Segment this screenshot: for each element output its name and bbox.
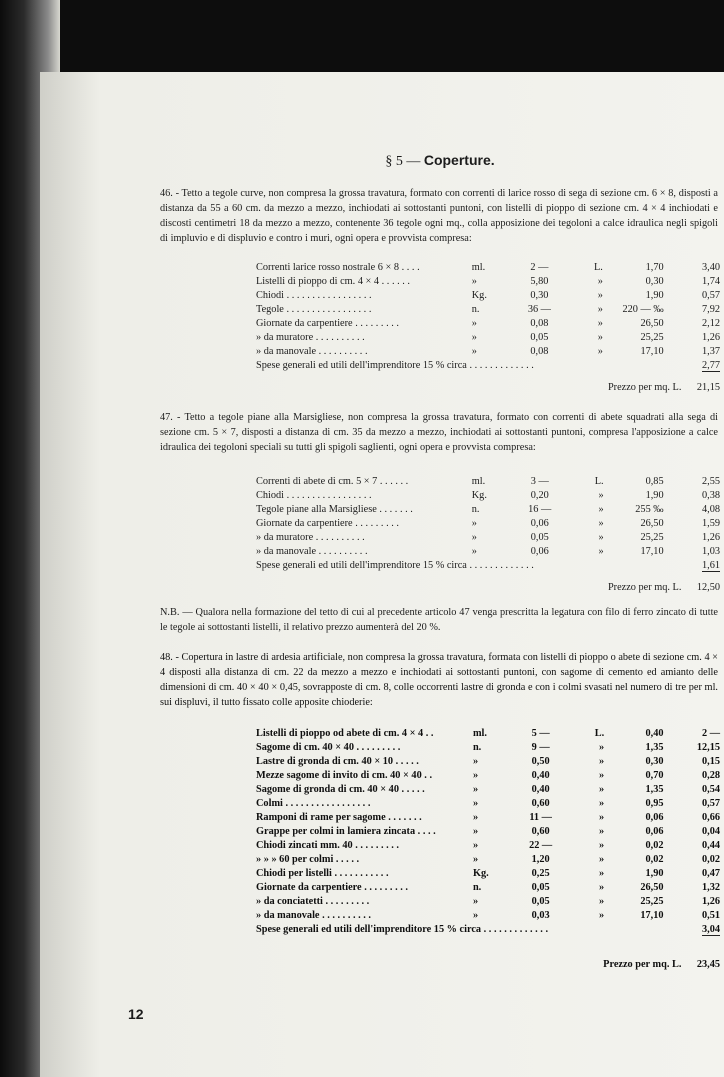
- cell-amt: 2,12: [701, 318, 720, 329]
- spese-label: Spese generali ed utili dell'imprenditore 15 % circa . . . . . . . . . . . . .: [256, 360, 534, 371]
- nota-bene: N.B. — Qualora nella formazione del tetto di cui al precedente articolo 47 venga prescritta la legatura con filo di ferro zincato di tutte le tegole ai sottostanti listelli, il relativo prezzo aumenterà del 20 %.: [160, 607, 718, 633]
- cell-price: 1,90: [645, 490, 664, 501]
- cell-amt: 0,15: [701, 756, 720, 767]
- cell-price: 17,10: [640, 546, 664, 557]
- document-page: [40, 72, 724, 1077]
- cell-amt: 1,26: [701, 332, 720, 343]
- cell-cur: L.: [594, 476, 604, 487]
- cell-unit: »: [471, 276, 477, 287]
- cell-desc: » da muratore . . . . . . . . . .: [256, 532, 365, 543]
- cell-qty: 5,80: [530, 276, 549, 287]
- article-47-total-amount: 12,50: [696, 582, 720, 593]
- cell-cur: »: [599, 826, 605, 837]
- cell-unit: ml.: [471, 476, 486, 487]
- cell-qty: 0,08: [530, 318, 549, 329]
- cell-cur: »: [597, 304, 603, 315]
- cell-unit: »: [472, 798, 479, 809]
- cell-price: 0,95: [645, 798, 664, 809]
- cell-desc: Giornate da carpentiere . . . . . . . . .: [256, 518, 399, 529]
- cell-cur: »: [599, 840, 605, 851]
- cell-unit: »: [472, 756, 479, 767]
- cell-cur: »: [599, 742, 605, 753]
- spese-amount-cell: [664, 923, 720, 937]
- cell-desc: Grappe per colmi in lamiera zincata . . . .: [256, 826, 436, 837]
- article-48-total-label: Prezzo per mq. L.: [603, 959, 682, 970]
- spese-amount-cell: [664, 559, 720, 573]
- cell-cur: »: [598, 518, 604, 529]
- cell-unit: »: [472, 910, 479, 921]
- table-row: [256, 797, 720, 811]
- cell-cur: »: [597, 290, 603, 301]
- cell-amt: 1,74: [701, 276, 720, 287]
- cell-price: 0,30: [645, 276, 664, 287]
- cell-unit: n.: [472, 742, 482, 753]
- table-row: [256, 895, 720, 909]
- cell-unit: Kg.: [471, 490, 487, 501]
- cell-desc: » da muratore . . . . . . . . . .: [256, 332, 365, 343]
- cell-qty: 0,50: [531, 756, 550, 767]
- table-row: [256, 783, 720, 797]
- cell-cur: »: [597, 346, 603, 357]
- cell-unit: »: [472, 784, 479, 795]
- cell-amt: 0,04: [701, 826, 720, 837]
- cell-cur: »: [599, 896, 605, 907]
- cell-qty: 0,40: [531, 770, 550, 781]
- cell-cur: »: [599, 770, 605, 781]
- article-48-total-amount: 23,45: [696, 959, 720, 970]
- cell-price: 26,50: [640, 518, 664, 529]
- cell-amt: 0,28: [701, 770, 720, 781]
- cell-amt: 1,59: [701, 518, 720, 529]
- cell-qty: 0,08: [530, 346, 549, 357]
- section-number: § 5 —: [385, 154, 421, 169]
- cell-qty: 0,05: [530, 532, 549, 543]
- article-48-table: [256, 727, 720, 937]
- cell-amt: 1,26: [701, 896, 720, 907]
- cell-unit: »: [472, 812, 479, 823]
- table-row: [256, 881, 720, 895]
- cell-qty: 0,60: [531, 798, 550, 809]
- article-47-total-label: Prezzo per mq. L.: [607, 582, 682, 593]
- article-48-total: [400, 959, 720, 970]
- cell-price: 0,70: [645, 770, 664, 781]
- cell-cur: »: [598, 490, 604, 501]
- article-47-total: [400, 582, 720, 593]
- cell-cur: »: [599, 910, 605, 921]
- cell-qty: 22 —: [529, 840, 553, 851]
- spese-row: [256, 359, 720, 373]
- cell-price: 1,70: [645, 262, 664, 273]
- cell-unit: »: [472, 840, 479, 851]
- cell-unit: ml.: [472, 728, 487, 739]
- cell-cur: »: [598, 504, 604, 515]
- cell-amt: 0,51: [701, 910, 720, 921]
- article-46-total-label: Prezzo per mq. L.: [607, 382, 682, 393]
- cell-qty: 3 —: [530, 476, 549, 487]
- cell-amt: 1,26: [701, 532, 720, 543]
- section-title: Coperture.: [423, 152, 495, 168]
- cell-price: 26,50: [640, 318, 664, 329]
- cell-unit: Kg.: [471, 290, 487, 301]
- article-46-total-amount: 21,15: [696, 382, 720, 393]
- cell-amt: 0,44: [701, 840, 720, 851]
- article-46-table: [256, 261, 720, 373]
- cell-price: 1,90: [645, 290, 664, 301]
- cell-desc: Lastre di gronda di cm. 40 × 10 . . . . .: [256, 756, 419, 767]
- cell-desc: Chiodi per listelli . . . . . . . . . . .: [256, 868, 389, 879]
- cell-qty: 0,06: [530, 546, 549, 557]
- cell-amt: 2,55: [701, 476, 720, 487]
- table-row: [256, 811, 720, 825]
- spese-row: [256, 923, 720, 937]
- spese-amount-cell: [664, 359, 720, 373]
- cell-amt: 1,03: [701, 546, 720, 557]
- table-row: [256, 755, 720, 769]
- cell-cur: »: [597, 318, 603, 329]
- cell-qty: 0,03: [531, 910, 550, 921]
- cell-desc: Correnti larice rosso nostrale 6 × 8 . . . .: [256, 262, 420, 273]
- cell-qty: 0,30: [530, 290, 549, 301]
- cell-price: 17,10: [640, 346, 664, 357]
- cell-desc: Giornate da carpentiere . . . . . . . . .: [256, 318, 399, 329]
- cell-amt: 3,40: [701, 262, 720, 273]
- table-row: [256, 303, 720, 317]
- cell-desc: Sagome di gronda di cm. 40 × 40 . . . . .: [256, 784, 425, 795]
- cell-amt: 0,57: [701, 290, 720, 301]
- cell-unit: »: [472, 896, 479, 907]
- cell-desc: » da manovale . . . . . . . . . .: [256, 910, 371, 921]
- cell-price: 255 ‰: [635, 504, 664, 515]
- cell-unit: »: [471, 346, 477, 357]
- cell-qty: 11 —: [529, 812, 552, 823]
- cell-qty: 5 —: [531, 728, 550, 739]
- cell-qty: 0,25: [531, 868, 550, 879]
- cell-amt: 0,38: [701, 490, 720, 501]
- table-row: [256, 345, 720, 359]
- cell-desc: Tegole . . . . . . . . . . . . . . . . .: [256, 304, 372, 315]
- cell-unit: ml.: [471, 262, 486, 273]
- spese-label: Spese generali ed utili dell'imprenditore 15 % circa . . . . . . . . . . . . .: [256, 924, 549, 935]
- scan-shadow-top: [0, 0, 724, 80]
- cell-cur: »: [599, 882, 605, 893]
- table-row: [256, 331, 720, 345]
- cell-qty: 16 —: [528, 504, 552, 515]
- cell-price: 0,02: [645, 854, 664, 865]
- cell-amt: 12,15: [696, 742, 720, 753]
- cell-unit: »: [472, 770, 479, 781]
- cell-cur: »: [599, 784, 605, 795]
- cell-price: 0,30: [645, 756, 664, 767]
- table-row: [256, 839, 720, 853]
- cell-desc: Chiodi . . . . . . . . . . . . . . . . .: [256, 290, 372, 301]
- cell-qty: 1,20: [531, 854, 550, 865]
- cell-price: 1,35: [645, 742, 664, 753]
- cell-cur: »: [597, 276, 603, 287]
- table-row: [256, 867, 720, 881]
- cell-price: 25,25: [640, 896, 664, 907]
- cell-desc: Mezze sagome di invito di cm. 40 × 40 . .: [256, 770, 433, 781]
- table-row: [256, 853, 720, 867]
- cell-amt: 1,32: [701, 882, 720, 893]
- cell-unit: n.: [471, 504, 480, 515]
- section-heading: [160, 152, 720, 170]
- table-row: [256, 517, 720, 531]
- cell-price: 1,90: [645, 868, 664, 879]
- cell-desc: » da conciatetti . . . . . . . . .: [256, 896, 370, 907]
- article-47-text: 47. - Tetto a tegole piane alla Marsigliese, non compresa la grossa travatura, formato con correnti di abete squadrati alla sega di sezione cm. 5 × 7, disposti a distanza di cm. 35 da mezzo a mezzo, inchiodati ai sottostanti puntoni, compresa l'apposizione a calce idraulica dei tegoloni speciali su tutti gli spigoli saglienti, ogni opera e provvista compresa:: [160, 412, 718, 453]
- cell-price: 17,10: [640, 910, 664, 921]
- table-row: [256, 475, 720, 489]
- spese-label: Spese generali ed utili dell'imprenditore 15 % circa . . . . . . . . . . . . .: [256, 560, 534, 571]
- article-47-table: [256, 475, 720, 573]
- cell-price: 0,85: [645, 476, 664, 487]
- cell-price: 220 — ‰: [622, 304, 664, 315]
- cell-desc: Colmi . . . . . . . . . . . . . . . . .: [256, 798, 371, 809]
- cell-unit: »: [471, 318, 477, 329]
- cell-unit: n.: [472, 882, 482, 893]
- article-48-text: 48. - Copertura in lastre di ardesia artificiale, non compresa la grossa travatura, formata con listelli di pioppo o abete di sezione cm. 4 × 4 disposti alla distanza di cm. 22 da mezzo a mezzo e inchiodati ai sottostanti puntoni, con sagome di cemento ed amianto delle dimensioni di cm. 40 × 40 × 0,45, sovrapposte di cm. 8, colle occorrenti lastre di gronda e con i colmi svasati nel numero di tre per ml. sui displuvi, il tutto fissato colle apposite chioderie:: [160, 652, 718, 708]
- table-row: [256, 909, 720, 923]
- cell-cur: »: [597, 332, 603, 343]
- cell-desc: Tegole piane alla Marsigliese . . . . . . .: [256, 504, 413, 515]
- cell-qty: 0,40: [531, 784, 550, 795]
- spese-amount: 2,77: [701, 360, 720, 371]
- article-46-text: 46. - Tetto a tegole curve, non compresa la grossa travatura, formato con correnti di larice rosso di sega di sezione cm. 6 × 8, disposti a distanza da 55 a 60 cm. da mezzo a mezzo, inchiodati ai sottostanti puntoni, con listelli di pioppo di sezione cm. 4 × 4 inchiodati e discosti centimetri 18 da mezzo a mezzo, contenente 36 tegole ogni mq., colla apposizione dei tegoloni a calce idraulica negli spigoli di impluvio e di displuvio e contro i muri, ogni opera e provvista compresa:: [160, 188, 718, 244]
- table-row: [256, 741, 720, 755]
- cell-cur: »: [599, 798, 605, 809]
- cell-price: 0,02: [645, 840, 664, 851]
- page-number: 12: [128, 1006, 144, 1022]
- table-row: [256, 489, 720, 503]
- cell-qty: 0,05: [531, 882, 550, 893]
- cell-desc: Sagome di cm. 40 × 40 . . . . . . . . .: [256, 742, 401, 753]
- cell-price: 26,50: [640, 882, 664, 893]
- cell-desc: Ramponi di rame per sagome . . . . . . .: [256, 812, 422, 823]
- table-row: [256, 261, 720, 275]
- spese-row: [256, 559, 720, 573]
- cell-desc: Listelli di pioppo di cm. 4 × 4 . . . . . .: [256, 276, 410, 287]
- cell-desc: » da manovale . . . . . . . . . .: [256, 346, 368, 357]
- cell-desc: Chiodi zincati mm. 40 . . . . . . . . .: [256, 840, 400, 851]
- cell-desc: Chiodi . . . . . . . . . . . . . . . . .: [256, 490, 372, 501]
- cell-desc: Listelli di pioppo od abete di cm. 4 × 4 . .: [256, 728, 434, 739]
- cell-desc: » » » 60 per colmi . . . . .: [256, 854, 360, 865]
- table-row: [256, 727, 720, 741]
- cell-cur: »: [599, 756, 605, 767]
- cell-cur: »: [599, 854, 605, 865]
- cell-desc: Giornate da carpentiere . . . . . . . . .: [256, 882, 408, 893]
- cell-price: 25,25: [640, 532, 664, 543]
- table-row: [256, 275, 720, 289]
- cell-amt: 4,08: [701, 504, 720, 515]
- cell-qty: 0,60: [531, 826, 550, 837]
- cell-unit: »: [471, 546, 477, 557]
- cell-price: 0,06: [645, 812, 664, 823]
- table-row: [256, 545, 720, 559]
- cell-unit: »: [471, 332, 477, 343]
- cell-qty: 0,05: [530, 332, 549, 343]
- table-row: [256, 289, 720, 303]
- cell-amt: 2 —: [701, 728, 720, 739]
- table-row: [256, 769, 720, 783]
- cell-desc: » da manovale . . . . . . . . . .: [256, 546, 368, 557]
- table-row: [256, 531, 720, 545]
- cell-amt: 1,37: [701, 346, 720, 357]
- cell-qty: 0,06: [530, 518, 549, 529]
- cell-qty: 2 —: [530, 262, 549, 273]
- cell-amt: 0,57: [701, 798, 720, 809]
- table-row: [256, 317, 720, 331]
- cell-amt: 0,47: [701, 868, 720, 879]
- cell-price: 1,35: [645, 784, 664, 795]
- cell-qty: 36 —: [527, 304, 551, 315]
- cell-unit: »: [471, 532, 477, 543]
- cell-price: 25,25: [640, 332, 664, 343]
- cell-amt: 0,02: [701, 854, 720, 865]
- cell-desc: Correnti di abete di cm. 5 × 7 . . . . . .: [256, 476, 409, 487]
- cell-cur: L.: [594, 262, 603, 273]
- cell-price: 0,06: [645, 826, 664, 837]
- cell-amt: 0,54: [701, 784, 720, 795]
- cell-qty: 9 —: [531, 742, 550, 753]
- article-46-total: [400, 382, 720, 393]
- cell-cur: »: [599, 812, 605, 823]
- cell-unit: »: [472, 826, 479, 837]
- cell-cur: L.: [594, 728, 605, 739]
- cell-unit: »: [472, 854, 479, 865]
- cell-unit: »: [471, 518, 477, 529]
- cell-amt: 0,66: [701, 812, 720, 823]
- spese-amount: 1,61: [701, 560, 720, 571]
- cell-qty: 0,05: [531, 896, 550, 907]
- cell-unit: n.: [471, 304, 480, 315]
- cell-cur: »: [598, 546, 604, 557]
- spese-amount: 3,04: [701, 924, 720, 935]
- cell-amt: 7,92: [701, 304, 720, 315]
- table-row: [256, 503, 720, 517]
- cell-cur: »: [598, 532, 604, 543]
- cell-unit: Kg.: [472, 868, 489, 879]
- cell-price: 0,40: [645, 728, 664, 739]
- cell-cur: »: [599, 868, 605, 879]
- table-row: [256, 825, 720, 839]
- cell-qty: 0,20: [530, 490, 549, 501]
